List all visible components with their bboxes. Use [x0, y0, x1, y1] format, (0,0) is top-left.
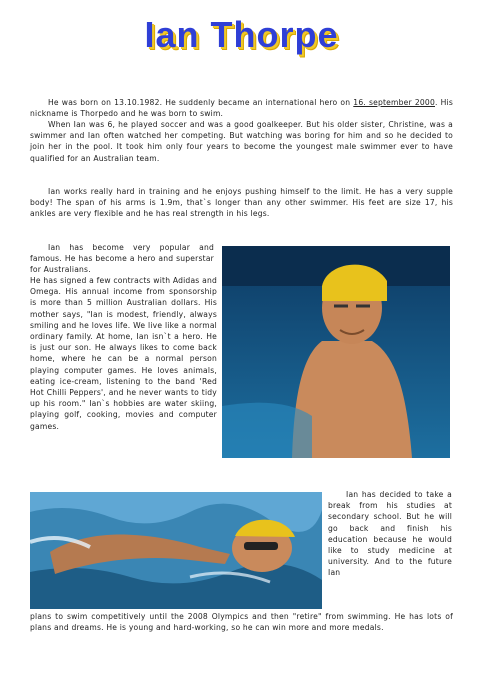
- birth-date-underlined: 16. september 2000: [353, 98, 435, 107]
- birth-text-b: . His nickname is Thorpedo and he was born to swim.: [30, 98, 453, 119]
- paragraph-training: Ian works really hard in training and he enjoys pushing himself to the limit. He has a very supple body! The span of his arms is 1.9m, that`s longer than any other swimmer. His feet are size 17, his ankles are very flexible and he has real strength in his legs.: [30, 187, 453, 219]
- paragraph-future-right: Ian has decided to take a break from his studies at secondary school. But he will go back and finish his education because he would like to study medicine at university. And to the future Ian: [328, 490, 452, 578]
- photo-thorpe-swimming: [30, 492, 322, 609]
- paragraph-birth: [30, 97, 453, 119]
- paragraph-childhood: When Ian was 6, he played soccer and was a good goalkeeper. But his older sister, Christine, was a swimmer and Ian often watched her competing. But watching was boring for him and so he decided to join her in the pool. It took him only four years to become the youngest male swimmer ever to have qualified for an Australian team.: [30, 120, 453, 163]
- photo-thorpe-pool-edge: [222, 246, 450, 458]
- birth-text-a: He was born on 13.10.1982. He suddenly became an international hero on: [48, 98, 354, 107]
- page-title: Ian Thorpe: [144, 14, 339, 55]
- paragraph-future-full: plans to swim competitively until the 2008 Olympics and then "retire" from swimming. He has lots of plans and dreams. He is young and hard-working, so he can win more and more medals.: [30, 612, 453, 633]
- paragraph-sponsorship: He has signed a few contracts with Adidas and Omega. His annual income from sponsorship is more than 5 million Australian dollars. His mother says, "Ian is modest, friendly, always smiling and he loves life. We live like a normal ordinary family. At home, Ian isn`t a hero. He is just our son. He always likes to come back home, where he can be a normal person playing computer games. He loves animals, eating ice-cream, listening to the band 'Red Hot Chilli Peppers', and he never wants to tidy up his room." Ian`s hobbies are water skiing, playing golf, cooking, movies and computer games.: [30, 275, 453, 490]
- paragraph-fame: Ian has become very popular and famous. He has become a hero and superstar for Australians.: [30, 243, 214, 275]
